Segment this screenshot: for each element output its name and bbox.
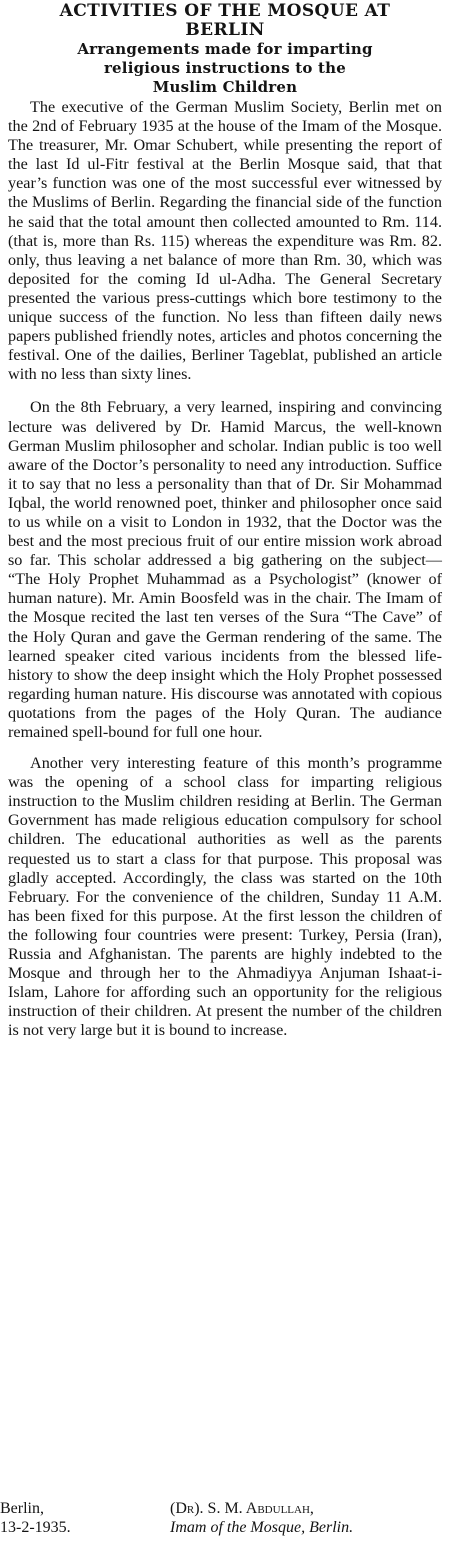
signature-place: Berlin, [0, 1500, 44, 1517]
subtitle-line-1: Arrangements made for imparting [77, 40, 373, 58]
signature-role: Imam of the Mosque, Berlin. [170, 1519, 354, 1536]
title-line-2: BERLIN [185, 20, 265, 40]
paragraph-treasurer-report: The executive of the German Muslim Society, Berlin met on the 2nd of February 1935 at the house of the Imam of the Mosque. The treasurer, Mr. Omar Schubert, while presenting the report of the last Id ul-Fitr festival at the Berlin Mosque said, that that year’s function was one of the most successful ever witnessed by the Muslims of Berlin. Regarding the financial side of the function he said that the total amount then collected amounted to Rm. 114. (that is, more than Rs. 115) whereas the expenditure was Rm. 82. only, thus leaving a net balance of more than Rm. 30, which was deposited for the coming Id ul-Adha. The General Secretary presented the various press-cuttings which bore testimony to the unique success of the function. No less than fifteen daily news papers published friendly notes, articles and photos concerning the festival. One of the dailies, Berliner Tageblat, published an article with no less than sixty lines. [8, 98, 442, 384]
subtitle-line-2: religious instructions to the [103, 59, 347, 77]
article-title [8, 2, 442, 40]
paragraph-school-class: Another very interesting feature of this month’s programme was the opening of a school class for imparting religious instruction to the Muslim children residing at Berlin. The German Government has made religious education compulsory for school children. The educational authorities as well as the parents requested us to start a class for that purpose. This proposal was gladly accepted. Accordingly, the class was started on the 10th February. For the convenience of the children, Sunday 11 A.M. has been fixed for this purpose. At the first lesson the children of the following four countries were present: Turkey, Persia (Iran), Russia and Afghanistan. The parents are highly indebted to the Mosque and through her to the Ahmadiyya Anjuman Ishaat-i-Islam, Lahore for affording such an opportunity for the religious instruction of their children. At present the number of the children is not very large but it is bound to increase. [8, 754, 442, 1040]
signature-block [0, 1499, 434, 1537]
signature-row-1 [0, 1499, 434, 1518]
title-line-1: ACTIVITIES OF THE MOSQUE AT [59, 1, 391, 21]
signature-row-2 [0, 1518, 434, 1537]
article-subtitle [8, 40, 442, 97]
signature-name: (Dr). S. M. Abdullah, [170, 1500, 314, 1517]
article-page [8, 0, 442, 1041]
paragraph-lecture: On the 8th February, a very learned, inspiring and convincing lecture was delivered by Dr. Hamid Marcus, the well-known German Muslim philosopher and scholar. Indian public is too well aware of the Doctor’s personality to need any introduction. Suffice it to say that no less a personality than that of Dr. Sir Mohammad Iqbal, the world renowned poet, thinker and philosopher once said to us while on a visit to London in 1932, that the Doctor was the best and the most precious fruit of our entire mission work abroad so far. This scholar addressed a big gathering on the subject— “The Holy Prophet Muhammad as a Psychologist” (knower of human nature). Mr. Amin Boosfeld was in the chair. The Imam of the Mosque recited the last ten verses of the Sura “The Cave” of the Holy Quran and gave the German rendering of the same. The learned speaker cited various incidents from the blessed life-history to show the deep insight which the Holy Prophet possessed regarding human nature. His discourse was annotated with copious quotations from the pages of the Holy Quran. The audiance remained spell-bound for full one hour. [8, 398, 442, 741]
signature-date: 13-2-1935. [0, 1519, 71, 1536]
article-body [8, 98, 442, 1041]
subtitle-line-3: Muslim Children [152, 78, 298, 96]
